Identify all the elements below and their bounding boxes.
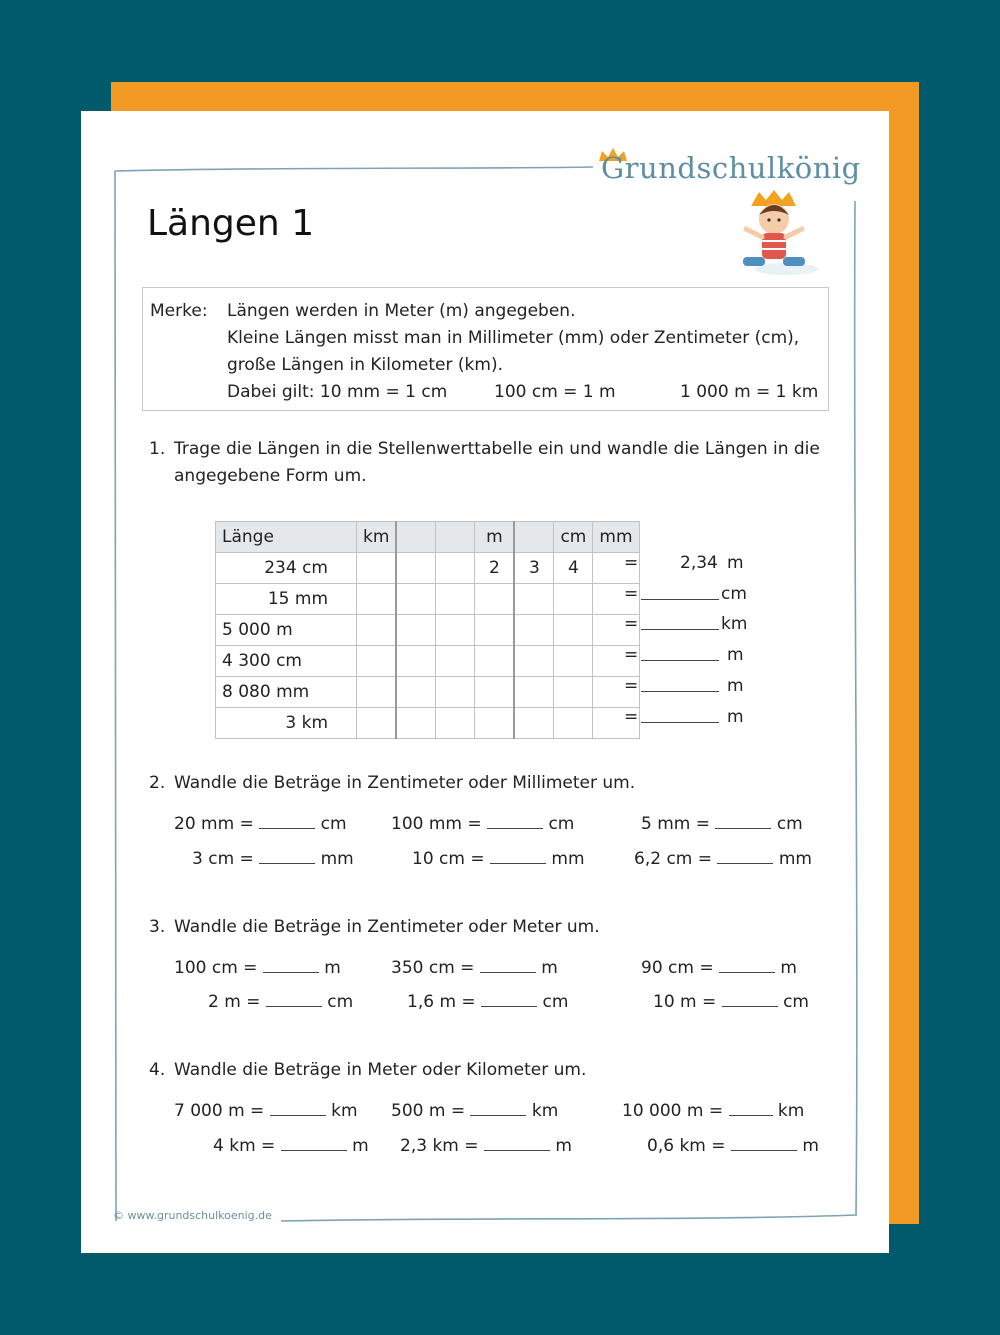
answer-blank[interactable] [641, 646, 719, 661]
digit-cell[interactable] [514, 677, 554, 708]
exercise-lhs: 90 cm = [641, 958, 714, 978]
answer-blank[interactable] [641, 585, 719, 600]
length-cell: 15 mm [216, 584, 357, 615]
exercise-item [391, 958, 558, 978]
digit-cell[interactable]: 3 [514, 553, 554, 584]
digit-cell[interactable] [436, 708, 475, 739]
answer-unit: m [727, 707, 744, 727]
exercise-unit: cm [542, 992, 569, 1012]
exercise-unit: m [352, 1136, 369, 1156]
exercise-item [641, 814, 803, 834]
digit-cell[interactable] [357, 677, 397, 708]
answer-blank[interactable] [641, 677, 719, 692]
exercise-unit: mm [551, 849, 585, 869]
exercise-unit: m [780, 958, 797, 978]
exercise-item [634, 849, 812, 869]
footer-copyright[interactable]: © www.grundschulkoenig.de [113, 1209, 272, 1222]
answer-blank[interactable] [490, 849, 546, 864]
digit-cell[interactable] [436, 646, 475, 677]
exercise-lhs: 10 000 m = [622, 1101, 724, 1121]
answer-unit: cm [721, 584, 747, 604]
equals-sign: = [624, 676, 639, 696]
answer-blank[interactable] [719, 958, 775, 973]
digit-cell[interactable]: 2 [475, 553, 515, 584]
exercise-item [622, 1101, 804, 1121]
answer-blank[interactable] [641, 615, 719, 630]
digit-cell[interactable] [554, 677, 593, 708]
merke-line: große Längen in Kilometer (km). [227, 355, 503, 375]
digit-cell[interactable] [396, 646, 436, 677]
task-number: 2. [149, 773, 166, 793]
digit-cell[interactable] [475, 646, 515, 677]
digit-cell[interactable] [475, 708, 515, 739]
digit-cell[interactable] [396, 708, 436, 739]
digit-cell[interactable] [357, 553, 397, 584]
length-cell: 8 080 mm [216, 677, 357, 708]
answer-blank[interactable] [641, 708, 719, 723]
digit-cell[interactable] [357, 615, 397, 646]
exercise-unit: m [324, 958, 341, 978]
digit-cell[interactable] [396, 584, 436, 615]
equals-sign: = [624, 614, 639, 634]
answer-blank[interactable] [722, 992, 778, 1007]
exercise-unit: m [541, 958, 558, 978]
merke-rule-1: Dabei gilt: 10 mm = 1 cm [227, 382, 448, 402]
table-row [216, 584, 640, 615]
answer-unit: km [721, 614, 748, 634]
equals-sign: = [624, 553, 639, 573]
child-illustration [743, 190, 818, 275]
table-row [216, 615, 640, 646]
exercise-unit: cm [783, 992, 809, 1012]
place-value-table [215, 521, 640, 739]
exercise-lhs: 5 mm = [641, 814, 710, 834]
answer-blank[interactable] [266, 992, 322, 1007]
answer-unit: m [727, 676, 744, 696]
task-number: 3. [149, 917, 166, 937]
exercise-unit: m [555, 1136, 572, 1156]
exercise-unit: mm [320, 849, 354, 869]
digit-cell[interactable] [436, 553, 475, 584]
length-cell: 4 300 cm [216, 646, 357, 677]
exercise-lhs: 100 cm = [174, 958, 258, 978]
exercise-item [208, 992, 353, 1012]
digit-cell[interactable] [514, 615, 554, 646]
worksheet-page [81, 111, 889, 1253]
exercise-unit: km [331, 1101, 358, 1121]
digit-cell[interactable] [396, 553, 436, 584]
equals-sign: = [624, 645, 639, 665]
exercise-item [647, 1136, 819, 1156]
exercise-lhs: 10 cm = [412, 849, 485, 869]
merke-label: Merke: [150, 301, 208, 321]
exercise-lhs: 3 cm = [192, 849, 254, 869]
exercise-unit: km [531, 1101, 559, 1121]
exercise-item [653, 992, 809, 1012]
exercise-lhs: 2 m = [208, 992, 261, 1012]
exercise-item [174, 1101, 358, 1121]
answer-value: 2,34 [680, 553, 718, 573]
answer-blank[interactable] [270, 1101, 326, 1116]
answer-blank[interactable] [484, 1136, 550, 1151]
digit-cell[interactable] [357, 708, 397, 739]
digit-cell[interactable]: 4 [554, 553, 593, 584]
length-cell: 5 000 m [216, 615, 357, 646]
digit-cell[interactable] [554, 584, 593, 615]
exercise-lhs: 7 000 m = [174, 1101, 265, 1121]
digit-cell[interactable] [475, 677, 515, 708]
length-cell: 234 cm [216, 553, 357, 584]
answer-blank[interactable] [263, 958, 319, 973]
answer-blank[interactable] [281, 1136, 347, 1151]
answer-blank[interactable] [715, 814, 771, 829]
column-header: cm [554, 522, 593, 553]
merke-line: Längen werden in Meter (m) angegeben. [227, 301, 576, 321]
digit-cell[interactable] [357, 584, 397, 615]
task-text: Wandle die Beträge in Meter oder Kilometer um. [174, 1060, 587, 1080]
exercise-lhs: 500 m = [391, 1101, 466, 1121]
column-header: m [475, 522, 515, 553]
task-text: Trage die Längen in die Stellenwerttabelle ein und wandle die Längen in die [174, 439, 820, 459]
digit-cell[interactable] [554, 708, 593, 739]
exercise-lhs: 2,3 km = [400, 1136, 479, 1156]
column-header [396, 522, 436, 553]
answer-blank[interactable] [480, 958, 536, 973]
exercise-lhs: 6,2 cm = [634, 849, 712, 869]
exercise-unit: mm [778, 849, 812, 869]
column-header [514, 522, 554, 553]
exercise-item [391, 1101, 558, 1121]
exercise-lhs: 0,6 km = [647, 1136, 726, 1156]
digit-cell[interactable] [554, 646, 593, 677]
column-header: Länge [216, 522, 357, 553]
exercise-item [174, 958, 341, 978]
digit-cell[interactable] [514, 584, 554, 615]
exercise-lhs: 20 mm = [174, 814, 254, 834]
exercise-unit: cm [320, 814, 347, 834]
answer-unit: m [727, 645, 744, 665]
task-text: Wandle die Beträge in Zentimeter oder Millimeter um. [174, 773, 636, 793]
answer-blank[interactable] [259, 814, 315, 829]
answer-blank[interactable] [259, 849, 315, 864]
merke-line: Kleine Längen misst man in Millimeter (mm) oder Zentimeter (cm), [227, 328, 800, 348]
length-cell: 3 km [216, 708, 357, 739]
exercise-lhs: 100 mm = [391, 814, 482, 834]
digit-cell[interactable] [514, 708, 554, 739]
task-number: 4. [149, 1060, 166, 1080]
exercise-item [400, 1136, 572, 1156]
answer-blank[interactable] [717, 849, 773, 864]
digit-cell[interactable] [436, 677, 475, 708]
answer-blank[interactable] [470, 1101, 526, 1116]
exercise-lhs: 4 km = [213, 1136, 276, 1156]
column-header [436, 522, 475, 553]
answer-blank[interactable] [481, 992, 537, 1007]
table-row [216, 677, 640, 708]
exercise-unit: cm [327, 992, 354, 1012]
digit-cell[interactable] [396, 615, 436, 646]
table-row [216, 553, 640, 584]
exercise-lhs: 350 cm = [391, 958, 475, 978]
table-header-row [216, 522, 640, 553]
exercise-item [391, 814, 574, 834]
answer-blank[interactable] [729, 1101, 773, 1116]
exercise-item [407, 992, 568, 1012]
exercise-item [213, 1136, 369, 1156]
merke-rule-2: 100 cm = 1 m [494, 382, 616, 402]
table-row [216, 708, 640, 739]
task-text: angegebene Form um. [174, 466, 367, 486]
answer-unit: m [727, 553, 744, 573]
task-number: 1. [149, 439, 166, 459]
digit-cell[interactable] [554, 615, 593, 646]
column-header: km [357, 522, 397, 553]
merke-box [142, 287, 829, 411]
digit-cell[interactable] [514, 646, 554, 677]
exercise-unit: cm [548, 814, 575, 834]
table-row [216, 646, 640, 677]
exercise-lhs: 1,6 m = [407, 992, 476, 1012]
digit-cell[interactable] [436, 615, 475, 646]
merke-rule-3: 1 000 m = 1 km [680, 382, 819, 402]
exercise-item [192, 849, 354, 869]
equals-sign: = [624, 707, 639, 727]
brand-logo-text: Grundschulkönig [601, 151, 861, 185]
answer-blank[interactable] [731, 1136, 797, 1151]
equals-sign: = [624, 584, 639, 604]
digit-cell[interactable] [357, 646, 397, 677]
digit-cell[interactable] [436, 584, 475, 615]
digit-cell[interactable] [396, 677, 436, 708]
answer-blank[interactable] [487, 814, 543, 829]
column-header: mm [593, 522, 639, 553]
exercise-lhs: 10 m = [653, 992, 717, 1012]
digit-cell[interactable] [475, 584, 515, 615]
exercise-unit: km [777, 1101, 805, 1121]
task-text: Wandle die Beträge in Zentimeter oder Meter um. [174, 917, 600, 937]
page-title: Längen 1 [147, 203, 315, 244]
exercise-item [412, 849, 585, 869]
digit-cell[interactable] [475, 615, 515, 646]
exercise-unit: cm [776, 814, 803, 834]
exercise-unit: m [802, 1136, 819, 1156]
exercise-item [174, 814, 347, 834]
exercise-item [641, 958, 797, 978]
